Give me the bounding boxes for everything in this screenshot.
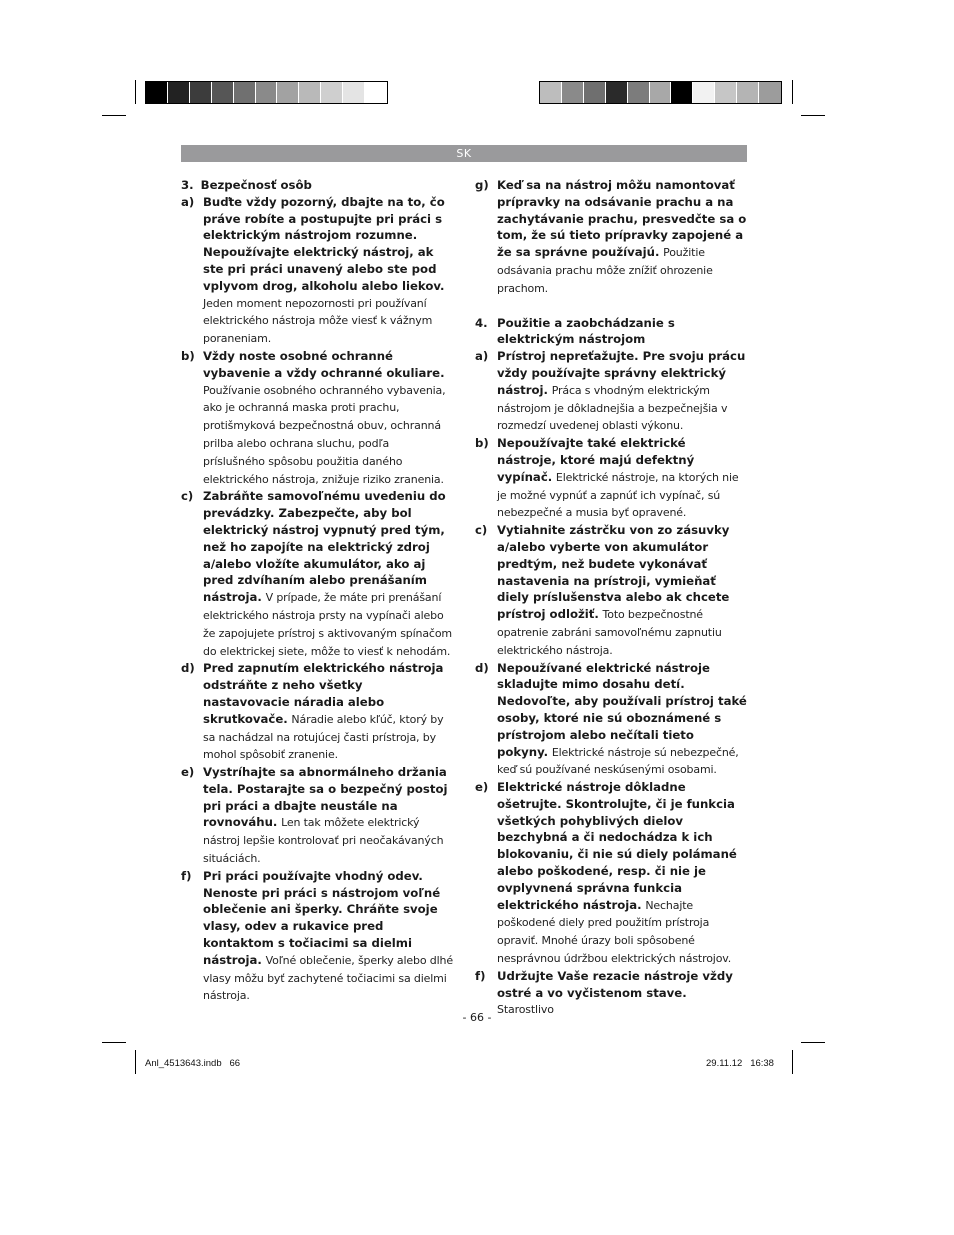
color-swatch [277, 82, 299, 103]
crop-mark [135, 80, 136, 104]
section-number: 3. [181, 178, 194, 192]
item-instruction: Zabráňte samovoľnému uvedeniu do prevádzky. Zabezpečte, aby bol elektrický nástroj vypnutý pred tým, než ho zapojíte na elektrický zdroj a/alebo vložíte akumulátor, ako aj pred zdvíhaním alebo prenášaním nástroja. [203, 489, 446, 605]
color-swatch [168, 82, 190, 103]
item-label: d) [475, 660, 489, 675]
list-item [181, 764, 453, 868]
item-explanation: Voľné oblečenie, šperky alebo dlhé vlasy môžu byť zachytené točiacimi sa dielmi nástroja. [203, 953, 453, 1003]
item-instruction: Vytiahnite zástrčku von zo zásuvky a/alebo vyberte von akumulátor predtým, než budete vykonávať nastavenia na prístroji, vymieňať diely príslušenstva alebo ak chcete prístroj odložiť. [497, 523, 730, 622]
color-swatch [234, 82, 256, 103]
item-explanation: Použitie odsávania prachu môže znížiť ohrozenie prachom. [497, 246, 713, 295]
left-column [181, 177, 453, 1005]
color-swatch [321, 82, 343, 103]
footer-timestamp: 29.11.12 16:38 [706, 1058, 774, 1069]
item-explanation: Toto bezpečnostné opatrenie zabráni samovoľnému zapnutiu elektrického nástroja. [497, 608, 722, 657]
crop-mark [135, 1050, 136, 1074]
color-swatch [584, 82, 606, 103]
item-explanation: Jeden moment nepozornosti pri používaní elektrického nástroja môže viesť k vážnym poraneniam. [203, 296, 433, 346]
item-instruction: Prístroj nepreťažujte. Pre svoju prácu vždy používajte správny elektrický nástroj. [497, 349, 746, 397]
section-number: 4. [475, 315, 488, 330]
item-label: g) [475, 178, 489, 192]
list-item [475, 348, 747, 435]
item-explanation: Elektrické nástroje sú nebezpečné, keď sú používané neskúsenými osobami. [497, 745, 739, 777]
list-item [475, 177, 747, 298]
color-swatch [759, 82, 781, 103]
section-title: Bezpečnosť osôb [200, 178, 312, 192]
crop-mark [801, 115, 825, 116]
item-instruction: Nepoužívané elektrické nástroje skladujte mimo dosahu detí. Nedovoľte, aby používali prístroj také osoby, ktoré nie sú oboznámené s prístrojom alebo nečítali tieto pokyny. [497, 660, 747, 759]
list-item [181, 868, 453, 1005]
crop-mark [102, 115, 126, 116]
color-swatch [606, 82, 628, 103]
color-swatch [737, 82, 759, 103]
footer-file-info: Anl_4513643.indb 66 [145, 1058, 241, 1069]
color-swatch [299, 82, 321, 103]
list-item [181, 348, 453, 488]
color-swatch [628, 82, 650, 103]
section-title: Použitie a zaobchádzanie s elektrickým nástrojom [497, 315, 675, 347]
color-swatch [146, 82, 168, 103]
item-instruction: Elektrické nástroje dôkladne ošetrujte. Skontrolujte, či je funkcia všetkých pohyblivých dielov bezchybná a či nedochádza k ich blokovaniu, či nie sú diely polámané alebo poškodené, resp. či nie je ovplyvnená správna funkcia elektrického nástroja. [497, 780, 737, 912]
item-label: f) [181, 868, 192, 883]
list-item [475, 522, 747, 659]
item-label: e) [475, 780, 489, 795]
item-label: f) [475, 968, 486, 983]
color-swatch [365, 82, 387, 103]
item-label: d) [181, 661, 195, 676]
color-swatch [540, 82, 562, 103]
crop-mark [792, 80, 793, 104]
color-swatch [343, 82, 365, 103]
color-swatch [715, 82, 737, 103]
item-explanation: V prípade, že máte pri prenášaní elektrického nástroja prsty na vypínači alebo že zapojujete prístroj s aktivovaným spínačom do elektrickej siete, môže to viesť k nehodám. [203, 591, 452, 658]
list-item [181, 488, 453, 660]
item-explanation: Nechajte poškodené diely pred použitím prístroja opraviť. Mnohé úrazy boli spôsobené nesprávnou údržbou elektrických nástrojov. [497, 898, 732, 966]
color-swatch [671, 82, 693, 103]
item-instruction: Vystríhajte sa abnormálneho držania tela. Postarajte sa o bezpečný postoj pri práci a dbajte neustále na rovnováhu. [203, 765, 448, 830]
item-label: c) [475, 523, 488, 538]
color-swatch [190, 82, 212, 103]
item-instruction: Pred zapnutím elektrického nástroja odstráňte z neho všetky nastavovacie náradia alebo skrutkovače. [203, 661, 444, 726]
section-heading [475, 315, 747, 349]
item-label: b) [475, 436, 489, 451]
item-instruction: Keď sa na nástroj môžu namontovať prípravky na odsávanie prachu a na zachytávanie prachu, presvedčte sa o tom, že sú tieto prípravky zapojené a že sa správne používajú. [497, 178, 747, 260]
color-calibration-bar-left [145, 81, 388, 104]
item-instruction: Buďte vždy pozorný, dbajte na to, čo práve robíte a postupujte pri práci s elektrickým nástrojom rozumne. Nepoužívajte elektrický nástroj, ak ste pri práci unavený alebo ste pod vplyvom drog, alkoholu alebo liekov. [203, 194, 445, 293]
page-number: - 66 - [462, 1011, 492, 1024]
list-item [475, 435, 747, 522]
item-instruction: Nepoužívajte také elektrické nástroje, ktoré majú defektný vypínač. [497, 436, 695, 484]
item-label: a) [181, 194, 195, 209]
list-item [181, 194, 453, 348]
color-swatch [562, 82, 584, 103]
item-label: e) [181, 765, 195, 780]
item-label: b) [181, 348, 195, 363]
item-instruction: Vždy noste osobné ochranné vybavenie a vždy ochranné okuliare. [203, 348, 445, 380]
color-swatch [693, 82, 715, 103]
item-explanation: Elektrické nástroje, na ktorých nie je možné vypnúť a zapnúť ich vypínač, sú nebezpečné a musia byť opravené. [497, 470, 739, 520]
color-swatch [256, 82, 278, 103]
item-instruction: Udržujte Vaše rezacie nástroje vždy ostré a vo vyčistenom stave. [497, 968, 733, 1000]
item-explanation: Len tak môžete elektrický nástroj lepšie kontrolovať pri neočakávaných situáciách. [203, 816, 444, 866]
crop-mark [102, 1042, 126, 1043]
list-item [475, 779, 747, 968]
right-column [475, 177, 747, 1019]
color-swatch [650, 82, 672, 103]
color-swatch [212, 82, 234, 103]
item-explanation: Používanie osobného ochranného vybavenia, ako je ochranná maska proti prachu, protišmyková bezpečnostná obuv, ochranná prilba alebo ochrana sluchu, podľa príslušného spôsobu použitia daného elektrického nástroja, znižuje riziko zranenia. [203, 383, 446, 486]
list-item [181, 660, 453, 764]
item-label: c) [181, 489, 194, 504]
language-tab: SK [181, 145, 747, 162]
crop-mark [792, 1050, 793, 1074]
item-instruction: Pri práci používajte vhodný odev. Nenoste pri práci s nástrojom voľné oblečenie ani šperky. Chráňte svoje vlasy, odev a rukavice pred kontaktom s točiacimi sa dielmi nástroja. [203, 868, 441, 967]
color-calibration-bar-right [539, 81, 782, 104]
crop-mark [801, 1042, 825, 1043]
item-explanation: Starostlivo [497, 1003, 554, 1017]
item-label: a) [475, 349, 489, 364]
item-explanation: Práca s vhodným elektrickým nástrojom je dôkladnejšia a bezpečnejšia v rozmedzí uvedenej oblasti výkonu. [497, 383, 728, 433]
item-explanation: Náradie alebo kľúč, ktorý by sa nachádzal na rotujúcej časti prístroja, by mohol spôsobiť zranenie. [203, 712, 444, 762]
section-heading [181, 177, 453, 194]
list-item [475, 660, 747, 780]
